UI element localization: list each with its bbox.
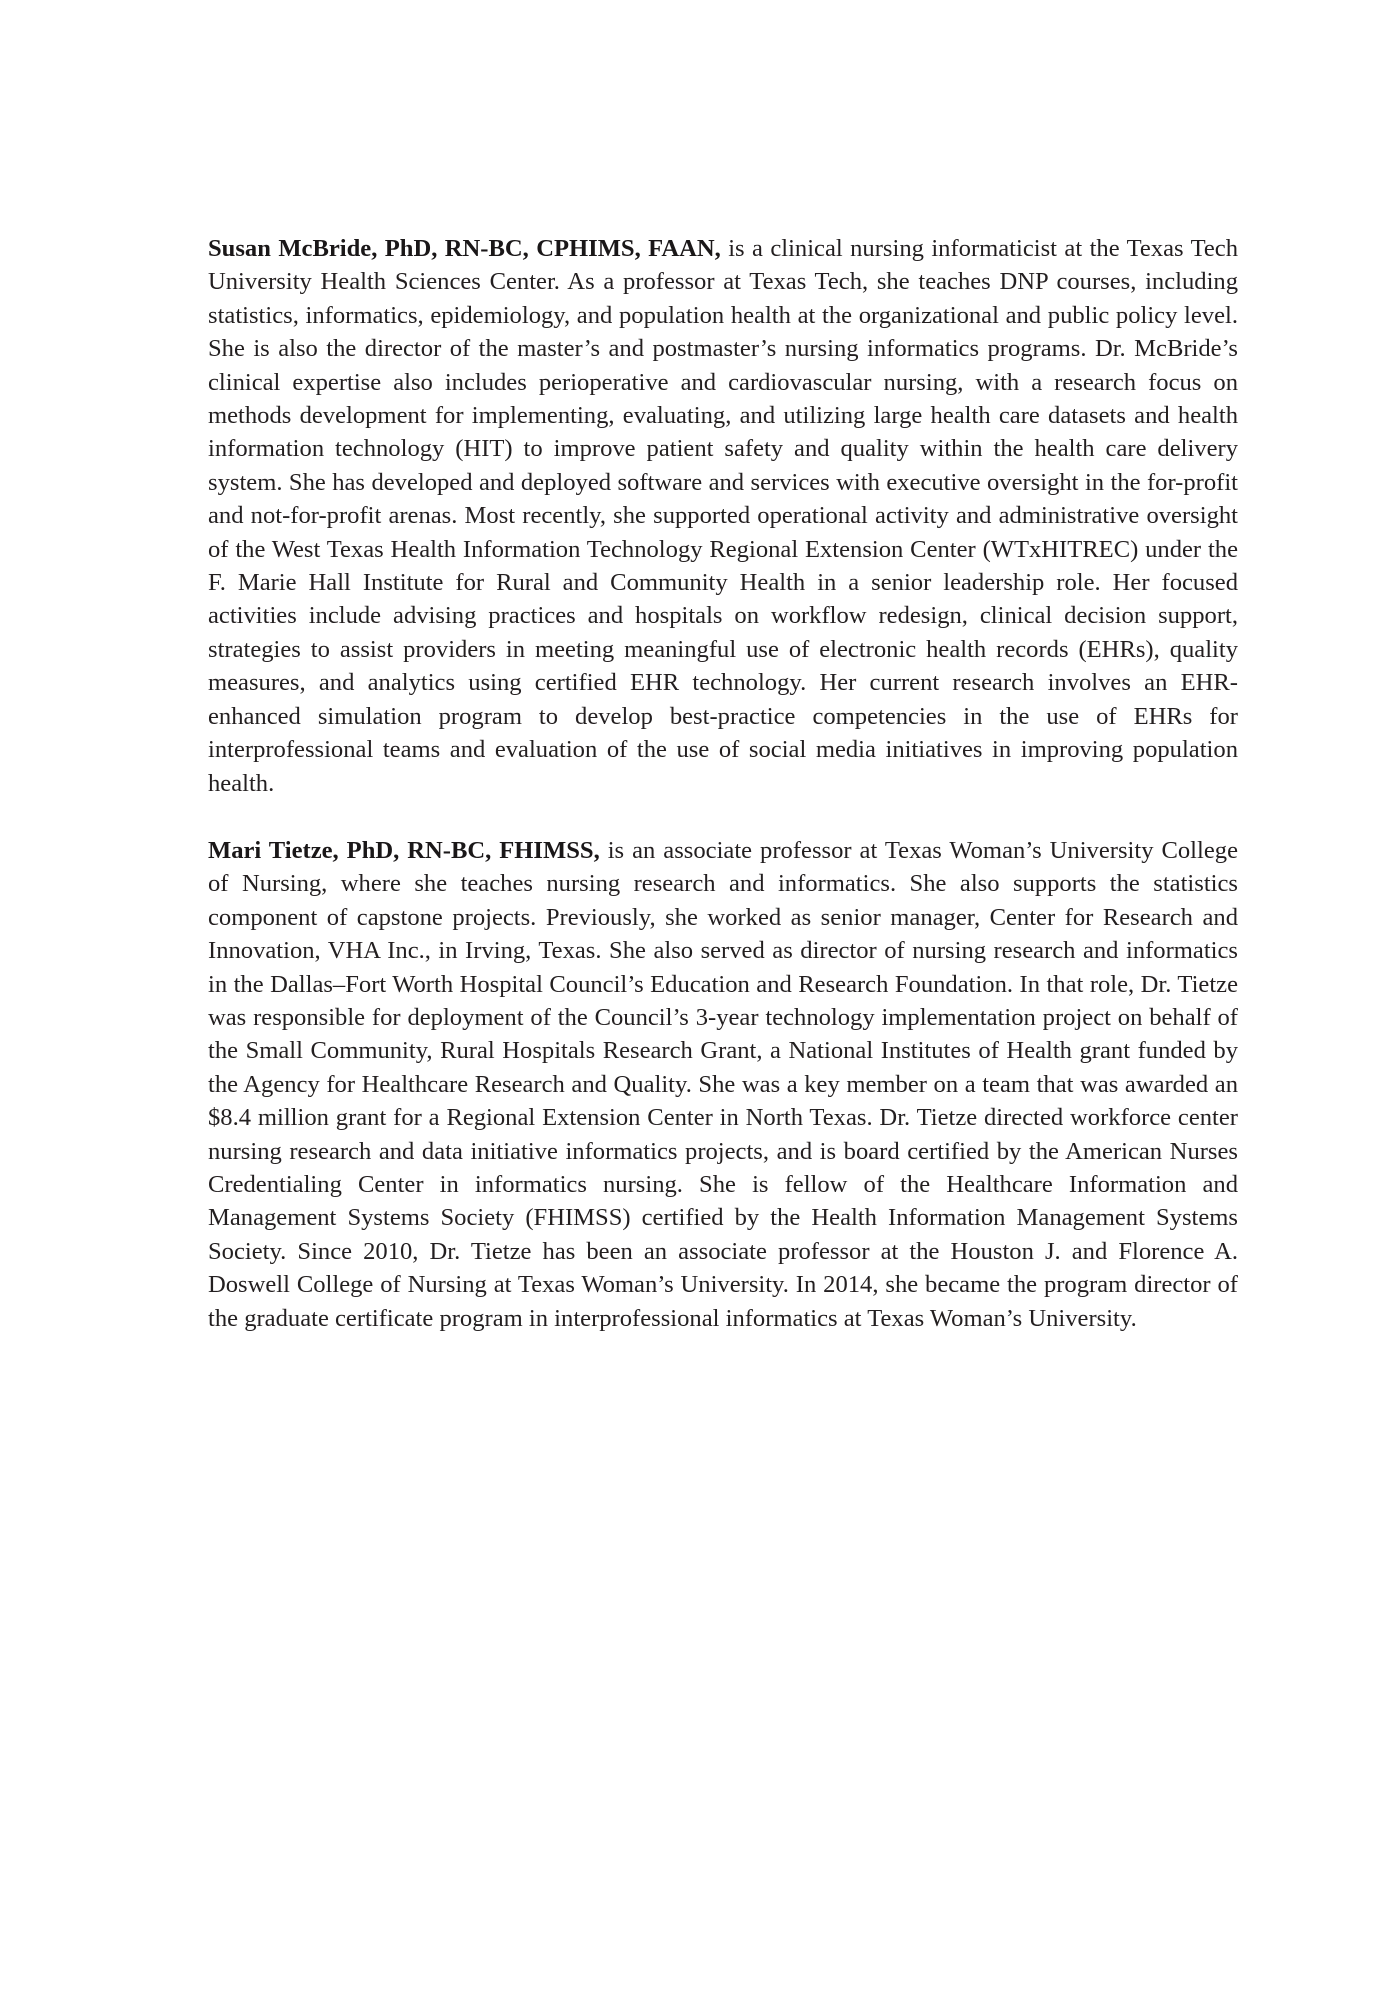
author-bios [208,232,1238,1335]
bio-text-tietze: is an associate professor at Texas Woman’s University College of Nursing, where she teaches nursing research and informatics. She also supports the statistics component of capstone projects. Previously, she worked as senior manager, Center for Research and Innovation, VHA Inc., in Irving, Texas. She also served as director of nursing research and informatics in the Dallas–Fort Worth Hospital Council’s Education and Research Foundation. In that role, Dr. Tietze was responsible for deployment of the Council’s 3-year technology implementation project on behalf of the Small Community, Rural Hospitals Research Grant, a National Institutes of Health grant funded by the Agency for Healthcare Research and Quality. She was a key member on a team that was awarded an $8.4 million grant for a Regional Extension Center in North Texas. Dr. Tietze directed workforce center nursing research and data initiative informatics projects, and is board certified by the American Nurses Credentialing Center in informatics nursing. She is fellow of the Healthcare Information and Management Systems Society (FHIMSS) certified by the Health Information Management Systems Society. Since 2010, Dr. Tietze has been an associate professor at the Houston J. and Florence A. Doswell College of Nursing at Texas Woman’s University. In 2014, she became the program director of the graduate certificate program in interprofessional informatics at Texas Woman’s University. [208,836,1238,1332]
bio-paragraph-tietze [208,834,1238,1335]
bio-text-mcbride: is a clinical nursing informaticist at the Texas Tech University Health Sciences Center. As a professor at Texas Tech, she teaches DNP courses, including statistics, informatics, epidemiology, and population health at the organizational and public policy level. She is also the director of the master’s and postmaster’s nursing informatics programs. Dr. McBride’s clinical expertise also includes perioperative and cardiovascular nursing, with a research focus on methods development for implementing, evaluating, and utilizing large health care datasets and health information technology (HIT) to improve patient safety and quality within the health care delivery system. She has developed and deployed software and services with executive oversight in the for-profit and not-for-profit arenas. Most recently, she supported operational activity and administrative oversight of the West Texas Health Information Technology Regional Extension Center (WTxHITREC) under the F. Marie Hall Institute for Rural and Community Health in a senior leadership role. Her focused activities include advising practices and hospitals on workflow redesign, clinical decision support, strategies to assist providers in meeting meaningful use of electronic health records (EHRs), quality measures, and analytics using certified EHR technology. Her current research involves an EHR-enhanced simulation program to develop best-practice competencies in the use of EHRs for interprofessional teams and evaluation of the use of social media initiatives in improving population health. [208,235,1238,797]
bio-name-mcbride: Susan McBride, PhD, RN-BC, CPHIMS, FAAN, [208,235,721,262]
bio-name-tietze: Mari Tietze, PhD, RN-BC, FHIMSS, [208,836,600,864]
bio-paragraph-mcbride [208,232,1238,800]
